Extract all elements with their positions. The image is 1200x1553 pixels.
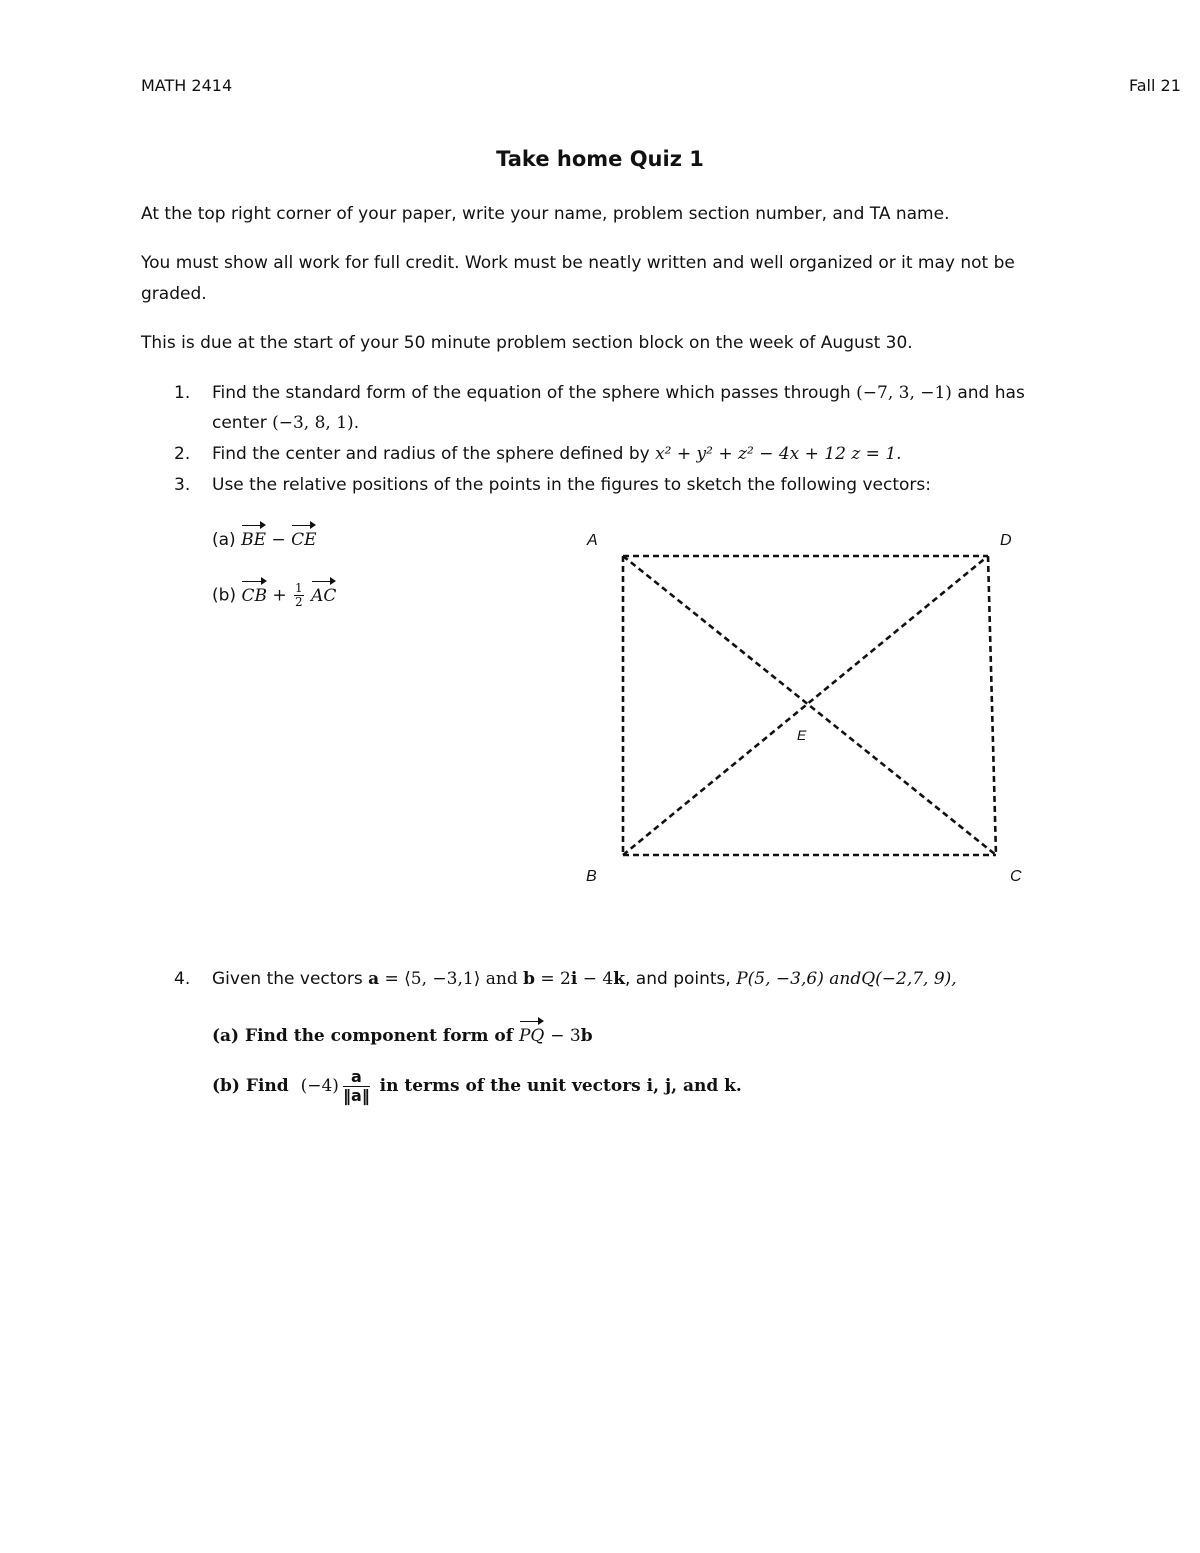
vector-be: BE (241, 530, 266, 550)
problem-1-text2: and has (957, 383, 1025, 403)
problem-4a-text: Find the component form of (245, 1026, 514, 1046)
problem-4a-label: (a) (212, 1026, 240, 1046)
problem-3b-label: (b) (212, 585, 237, 606)
minus-operator: − (271, 530, 286, 550)
point-q: Q(−2,7, 9), (861, 969, 957, 989)
course-code: MATH 2414 (141, 76, 233, 95)
problem-4-number: 4. (174, 969, 191, 989)
point-b-label: B (586, 868, 597, 885)
problem-4a-minus-3: − 3 (550, 1026, 581, 1046)
problem-4b-k: k. (724, 1076, 742, 1096)
vector-b-symbol: b (523, 969, 535, 989)
problem-1-center-label: center (212, 413, 267, 433)
unit-i-symbol: i (570, 969, 578, 989)
vector-a-definition: = ⟨5, −3,1⟩ and (379, 969, 524, 989)
problem-4b-coefficient: (−4) (300, 1076, 339, 1096)
instruction-name: At the top right corner of your paper, write your name, problem section number, and TA name. (141, 204, 950, 224)
unit-vector-fraction (343, 1068, 370, 1105)
unit-k-symbol: k (613, 969, 625, 989)
problem-4-text: Given the vectors (212, 969, 363, 989)
problem-4b-text: in terms of the unit vectors (379, 1076, 641, 1096)
problem-1-center: (−3, 8, 1) (272, 413, 354, 433)
problem-3-number: 3. (174, 475, 191, 495)
vector-ce: CE (291, 530, 317, 550)
point-c-label: C (1010, 868, 1022, 885)
fraction-denominator: 2 (295, 595, 303, 609)
unit-vector-numerator: a (343, 1068, 370, 1087)
instruction-work-cont: graded. (141, 284, 207, 304)
problem-3a-label: (a) (212, 530, 236, 550)
vector-b-definition: = 2 (535, 969, 571, 989)
vector-cb: CB (241, 585, 267, 606)
problem-4-points-label: , and points, (625, 969, 731, 989)
problem-3-text: Use the relative positions of the points in the figures to sketch the following vectors: (212, 475, 931, 495)
problem-4b (212, 1068, 742, 1105)
problem-4b-units: i, j, (646, 1076, 678, 1096)
point-e-label: E (797, 727, 807, 743)
problem-1-text: Find the standard form of the equation of the sphere which passes through (212, 383, 851, 403)
problem-4b-label: (b) (212, 1076, 240, 1096)
edge-dc (988, 556, 996, 855)
problem-1-point: (−7, 3, −1) (856, 383, 952, 403)
instruction-work: You must show all work for full credit. Work must be neatly written and well organized or it may not be (141, 253, 1015, 273)
problem-4a (212, 1024, 593, 1046)
problem-1-number: 1. (174, 383, 191, 403)
point-p: P(5, −3,6) and (736, 969, 862, 989)
problem-2-number: 2. (174, 444, 191, 464)
problem-1-end: . (353, 413, 360, 433)
problem-4b-and: and (682, 1076, 719, 1096)
vector-b-definition-2: − 4 (577, 969, 614, 989)
unit-vector-denominator: ‖a‖ (342, 1086, 370, 1105)
vector-ac: AC (311, 585, 337, 606)
fraction-numerator: 1 (295, 581, 303, 595)
problem-2-text: Find the center and radius of the sphere defined by (212, 444, 650, 464)
problem-4b-find: Find (245, 1076, 289, 1096)
vector-a-symbol: a (368, 969, 380, 989)
problem-4a-b-symbol: b (580, 1026, 593, 1046)
page-title: Take home Quiz 1 (496, 147, 704, 171)
point-a-label: A (587, 532, 598, 549)
plus-operator: + (272, 585, 287, 606)
problem-2-equation: x² + y² + z² − 4x + 12 z = 1. (655, 444, 902, 464)
instruction-due: This is due at the start of your 50 minute problem section block on the week of August 30. (141, 333, 913, 353)
term: Fall 21 (1129, 76, 1181, 95)
vector-pq: PQ (518, 1026, 545, 1046)
problem-4-line (212, 969, 957, 989)
point-d-label: D (1000, 532, 1012, 549)
